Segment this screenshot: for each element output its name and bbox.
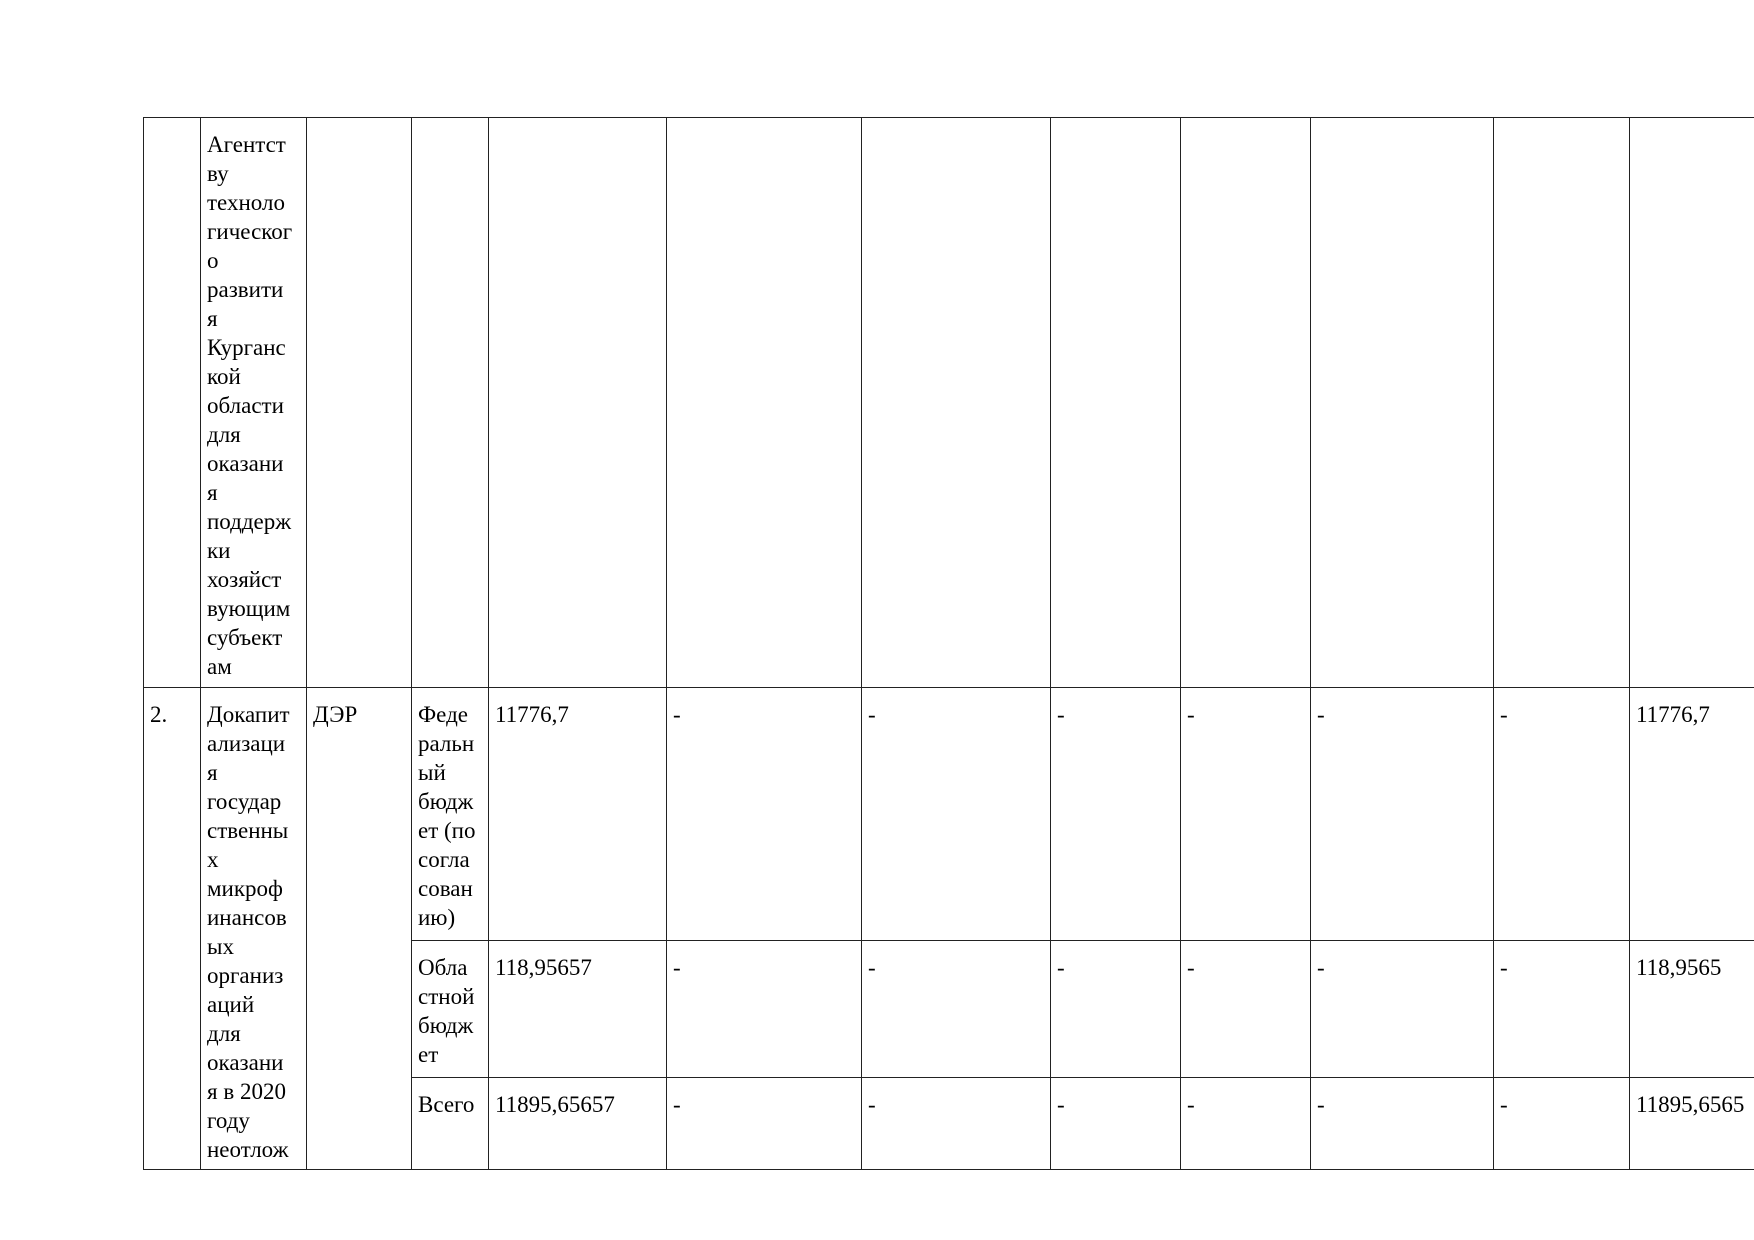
last-value: 118,9565 bbox=[1636, 955, 1722, 980]
row-number: 2. bbox=[150, 702, 168, 727]
cell-r2-number bbox=[143, 687, 201, 1170]
year-value: - bbox=[1317, 955, 1325, 980]
cell-r1-total bbox=[488, 117, 667, 688]
row-name-text: Докапит ализаци я государ ственны х микроф инансов ых организ аций для оказани я в 2020 году неотлож bbox=[207, 702, 290, 1162]
cell-total-total bbox=[488, 1077, 667, 1170]
cell-total-last bbox=[1629, 1077, 1754, 1170]
year-value: - bbox=[1057, 955, 1065, 980]
cell-federal-last bbox=[1629, 687, 1754, 941]
cell-r1-year1 bbox=[666, 117, 862, 688]
source-label: Феде ральн ый бюдж ет (по согла сован ию) bbox=[418, 702, 476, 930]
year-value: - bbox=[1187, 702, 1195, 727]
cell-regional-source bbox=[411, 940, 489, 1078]
cell-r2-name bbox=[200, 687, 307, 1170]
cell-total-year1 bbox=[666, 1077, 862, 1170]
cell-regional-total bbox=[488, 940, 667, 1078]
cell-r1-year3 bbox=[1050, 117, 1181, 688]
year-value: - bbox=[1057, 702, 1065, 727]
cell-regional-year6 bbox=[1493, 940, 1630, 1078]
cell-total-year2 bbox=[861, 1077, 1051, 1170]
cell-federal-year2 bbox=[861, 687, 1051, 941]
cell-federal-year4 bbox=[1180, 687, 1311, 941]
cell-r1-source bbox=[411, 117, 489, 688]
cell-total-year6 bbox=[1493, 1077, 1630, 1170]
total-value: 118,95657 bbox=[495, 955, 592, 980]
cell-r1-year4 bbox=[1180, 117, 1311, 688]
year-value: - bbox=[1187, 955, 1195, 980]
cell-total-source bbox=[411, 1077, 489, 1170]
year-value: - bbox=[868, 1092, 876, 1117]
year-value: - bbox=[1057, 1092, 1065, 1117]
cell-total-year5 bbox=[1310, 1077, 1494, 1170]
year-value: - bbox=[1500, 1092, 1508, 1117]
year-value: - bbox=[1317, 702, 1325, 727]
cell-r1-name bbox=[200, 117, 307, 688]
cell-federal-year1 bbox=[666, 687, 862, 941]
year-value: - bbox=[673, 1092, 681, 1117]
cell-r1-year6 bbox=[1493, 117, 1630, 688]
source-label: Всего bbox=[418, 1092, 475, 1117]
cell-r1-year2 bbox=[861, 117, 1051, 688]
cell-federal-total bbox=[488, 687, 667, 941]
last-value: 11776,7 bbox=[1636, 702, 1710, 727]
year-value: - bbox=[1500, 702, 1508, 727]
cell-total-year4 bbox=[1180, 1077, 1311, 1170]
year-value: - bbox=[1500, 955, 1508, 980]
cell-r1-number bbox=[143, 117, 201, 688]
source-label: Обла стной бюдж ет bbox=[418, 955, 475, 1067]
cell-federal-year3 bbox=[1050, 687, 1181, 941]
cell-r1-last bbox=[1629, 117, 1754, 688]
cell-regional-year5 bbox=[1310, 940, 1494, 1078]
cell-federal-source bbox=[411, 687, 489, 941]
cell-regional-year4 bbox=[1180, 940, 1311, 1078]
cell-federal-year5 bbox=[1310, 687, 1494, 941]
year-value: - bbox=[673, 702, 681, 727]
cell-regional-last bbox=[1629, 940, 1754, 1078]
year-value: - bbox=[868, 955, 876, 980]
cell-r1-year5 bbox=[1310, 117, 1494, 688]
cell-federal-year6 bbox=[1493, 687, 1630, 941]
year-value: - bbox=[673, 955, 681, 980]
last-value: 11895,6565 bbox=[1636, 1092, 1745, 1117]
executor-text: ДЭР bbox=[313, 702, 358, 727]
budget-table bbox=[143, 117, 1754, 1170]
cell-total-year3 bbox=[1050, 1077, 1181, 1170]
total-value: 11895,65657 bbox=[495, 1092, 615, 1117]
year-value: - bbox=[1187, 1092, 1195, 1117]
cell-regional-year2 bbox=[861, 940, 1051, 1078]
total-value: 11776,7 bbox=[495, 702, 569, 727]
cell-r2-executor bbox=[306, 687, 412, 1170]
year-value: - bbox=[868, 702, 876, 727]
year-value: - bbox=[1317, 1092, 1325, 1117]
cell-regional-year3 bbox=[1050, 940, 1181, 1078]
continued-name-text: Агентст ву техноло гическог о развити я Курганс кой области для оказани я поддерж ки хозяйст вующим субъект ам bbox=[207, 132, 293, 679]
cell-r1-executor bbox=[306, 117, 412, 688]
cell-regional-year1 bbox=[666, 940, 862, 1078]
